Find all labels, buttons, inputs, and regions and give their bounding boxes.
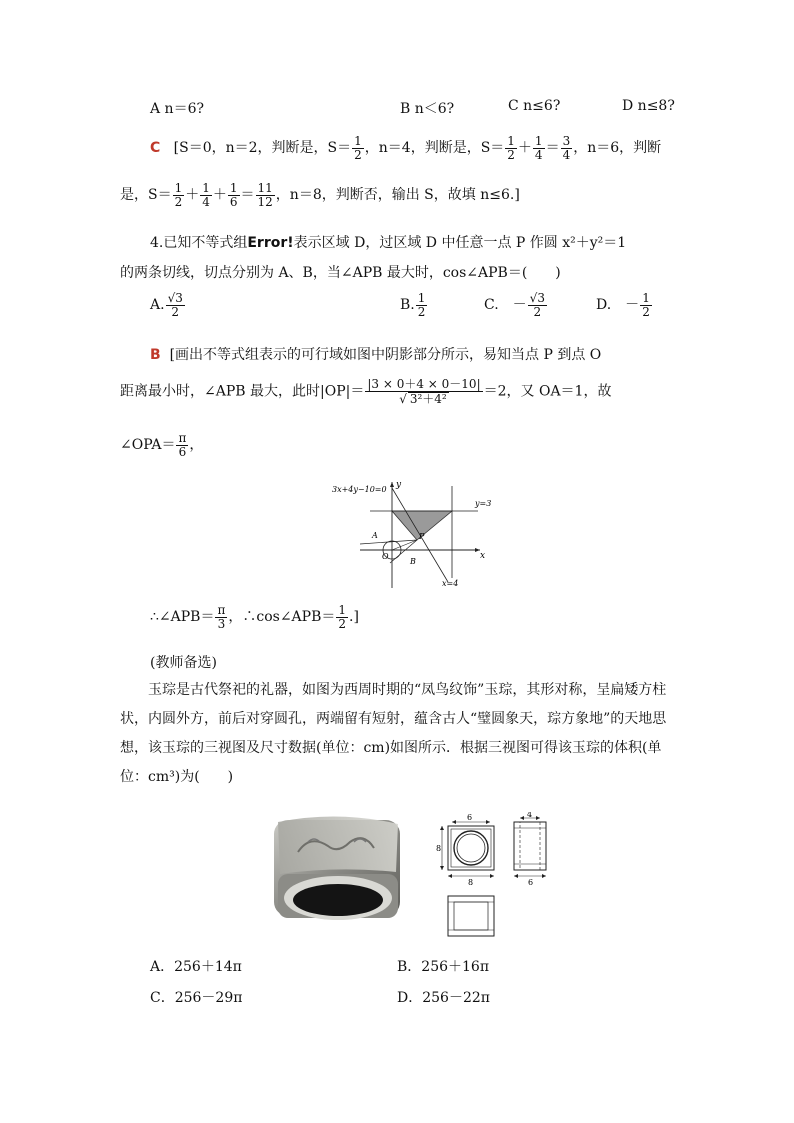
q4-option-c: C. － $\frac{√3}{2}$	[484, 291, 545, 319]
q4-solution-line3: ∠OPA＝ $\frac{\pi}{6}$ ，	[120, 431, 204, 459]
three-view-drawing	[434, 812, 564, 942]
extra-option-d: D．256－22π	[397, 990, 490, 1006]
y3-label: y=3	[475, 499, 492, 508]
q3-option-c: C n≤6?	[508, 98, 561, 114]
extra-option-b: B．256＋16π	[397, 959, 490, 975]
dim-bottom-width: 8	[468, 878, 474, 887]
q4-stem-line1: 4.已知不等式组Error!表示区域 D，过区域 D 中任意一点 P 作圆 x²＋y²＝1	[150, 235, 627, 251]
section-heading: (教师备选)	[150, 655, 217, 671]
point-o-label: O	[382, 552, 389, 561]
q3-sol1-text-b: ，n＝4，判断是，S＝	[364, 140, 505, 157]
q3-sol1-text-a: [S＝0，n＝2，判断是，S＝	[173, 140, 352, 157]
q3-sol2-text-b: ，n＝8，判断否，输出 S，故填 n≤6.]	[275, 187, 520, 204]
q3-option-a: A n＝6?	[150, 101, 204, 117]
fraction: $\frac{3}{4}$	[562, 134, 571, 162]
jade-cong-photo	[268, 812, 408, 928]
fraction: $\frac{1}{4}$	[202, 181, 210, 209]
dim-side-bottom: 6	[528, 878, 534, 887]
y-axis-label: y	[396, 480, 402, 490]
fraction: $\frac{1}{4}$	[534, 134, 543, 162]
q3-answer-letter: C	[150, 140, 161, 157]
dim-left-height: 8	[436, 844, 442, 853]
fraction: $\frac{1}{2}$	[174, 181, 183, 209]
point-a-label: A	[372, 531, 378, 540]
q4-solution-line2: 距离最小时，∠APB 最大，此时|OP|＝ $\frac{|3 \times 0+4 \times 0-10|}{\text{√ 3²＋4²}}$ ＝2，又 OA＝1，故	[120, 377, 612, 406]
fraction: $\frac{1}{6}$	[229, 181, 238, 209]
q4-solution-line1: B [画出不等式组表示的可行域如图中阴影部分所示，易知当点 P 到点 O	[150, 347, 602, 363]
q3-solution-line2: 是，S＝ $\frac{1}{2}$ ＋ $\frac{1}{4}$ ＋ $\frac{1}{6}$ ＝ $\frac{11}{12}$ ，n＝8，判断否，输出 S，故填 n≤6.]	[120, 181, 520, 209]
error-token: Error!	[247, 235, 294, 251]
dim-top-width: 6	[467, 813, 473, 822]
q3-sol1-text-c: ，n＝6，判断	[573, 140, 662, 157]
line-label: 3x+4y−10=0	[332, 485, 387, 494]
q4-option-a: A. $\frac{√3}{2}$	[150, 291, 183, 319]
q4-option-b: B. $\frac{1}{2}$	[400, 291, 426, 319]
q4-stem-line2: 的两条切线，切点分别为 A、B，当∠APB 最大时，cos∠APB＝( )	[120, 265, 561, 281]
fraction: $\frac{1}{2}$	[354, 134, 362, 162]
q4-answer-letter: B	[150, 347, 161, 363]
x-axis-label: x	[480, 551, 486, 561]
fraction: $\frac{1}{2}$	[507, 134, 515, 162]
extra-option-c: C．256－29π	[150, 990, 243, 1006]
point-b-label: B	[410, 557, 416, 566]
extra-paragraph: 玉琮是古代祭祀的礼器，如图为西周时期的“凤鸟纹饰”玉琮，其形对称，呈扁矮方柱状，内圆外方，前后对穿圆孔，两端留有短射，蕴含古人“璧圆象天，琮方象地”的天地思想，该玉琮的三视图及尺寸数据(单位：cm)如图所示．根据三视图可得该玉琮的体积(单位：cm³)为( )	[120, 682, 667, 785]
feasible-region-graph	[330, 478, 500, 590]
point-p-label: P	[419, 532, 425, 541]
dim-side-top: 4	[527, 812, 533, 819]
q3-option-b: B n＜6?	[400, 101, 455, 117]
q3-option-d: D n≤8?	[622, 98, 675, 114]
q4-option-d: D. － $\frac{1}{2}$	[596, 291, 650, 319]
fraction: $\frac{11}{12}$	[257, 181, 273, 209]
x4-label: x=4	[442, 579, 459, 588]
q4-conclusion: ∴∠APB＝ $\frac{\pi}{3}$ ，∴cos∠APB＝ $\frac{1}{2}$ .]	[150, 603, 359, 631]
q3-sol2-text-a: 是，S＝	[120, 187, 172, 204]
q3-solution-line1: C [S＝0，n＝2，判断是，S＝ $\frac{1}{2}$ ，n＝4，判断是，S＝ $\frac{1}{2}$ ＋ $\frac{1}{4}$ ＝ $\frac{3}{4}$ ，n＝6，判断	[150, 134, 662, 162]
extra-option-a: A．256＋14π	[150, 959, 242, 975]
